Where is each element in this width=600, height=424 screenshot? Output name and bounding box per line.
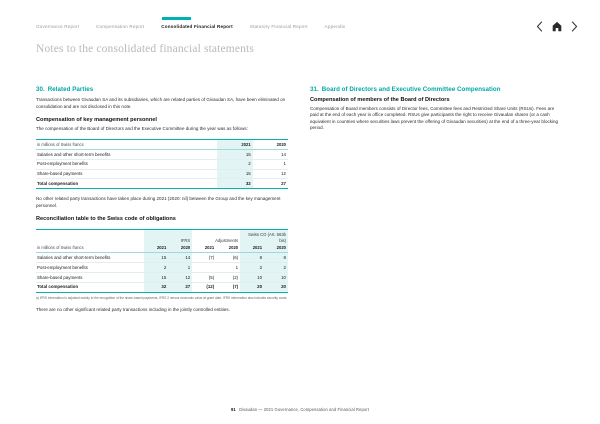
table2-total-row (36, 282, 288, 292)
table2-row0-c5: 8 (264, 253, 288, 263)
table2-col-ifrs-2021: 2021 (144, 244, 168, 253)
table1-total-2021: 32 (217, 179, 252, 189)
table2-group-ifrs: IFRS (144, 230, 192, 244)
section-30-number: 30. (36, 86, 45, 93)
home-icon[interactable] (552, 21, 562, 32)
section-31-title: Board of Directors and Executive Committee Compensation (321, 86, 501, 93)
reconciliation-table-footnote: a) IFRS information is adjusted mainly to the recognition of the share-based payments, IFRS 2 versus economic value at grant date. IFRS information also includes security costs. (36, 295, 288, 300)
reconciliation-table-heading: Reconciliation table to the Swiss code of obligations (36, 216, 176, 223)
table1-total-label: Total compensation (36, 179, 217, 189)
table1-row2-label: Share-based payments (36, 169, 217, 179)
table2-row0-c3: (6) (216, 253, 240, 263)
table2-group-adjustments: Adjustments (192, 230, 240, 244)
right-column (310, 86, 562, 316)
closing-note: There are no other significant related party transactions including in the jointly controlled entities. (36, 306, 230, 312)
table2-col-adj-2020: 2020 (216, 244, 240, 253)
table2-row0-c1: 14 (168, 253, 192, 263)
table2-total-c3: (7) (216, 282, 240, 292)
table1-row2-2021: 15 (217, 169, 252, 179)
table2-row0-label: Salaries and other short-term benefits (36, 253, 144, 263)
table2-row2-c5: 10 (264, 273, 288, 283)
table2-col-co-2021: 2021 (240, 244, 264, 253)
board-compensation-text: Compensation of Board members consists of Director fees, Committee fees and Restricted Share Units (RSUs). Fees are paid at the end of each year in office completed. RSUs give participants the right to receive Givaudan shares (or a cash equivalent in countries where securities laws prevent the offering of Givaudan securities) at the end of a three-year blocking period. (310, 105, 559, 131)
table1-row0-2020: 14 (253, 150, 288, 160)
board-compensation-heading: Compensation of members of the Board of Directors (310, 97, 450, 103)
table2-row0-c2: (7) (192, 253, 216, 263)
table2-row2-label: Share-based payments (36, 273, 144, 283)
key-management-compensation-heading: Compensation of key management personnel (36, 117, 157, 124)
footer-text: Givaudan — 2021 Governance, Compensation and Financial Report (238, 407, 369, 412)
table-row (36, 169, 288, 179)
table2-col-adj-2021: 2021 (192, 244, 216, 253)
document-tabs (36, 17, 536, 38)
key-management-compensation-text: The compensation of the Board of Directors and the Executive Committee during the year was as follows: (36, 125, 248, 131)
table2-row1-c4: 2 (240, 263, 264, 273)
table2-row1-label: Post-employment benefits (36, 263, 144, 273)
table2-unit-label: in millions of Swiss francs (36, 244, 144, 253)
table-row (36, 159, 288, 169)
table1-total-row (36, 179, 288, 189)
section-31-number: 31. (310, 86, 319, 93)
table1-row1-2020: 1 (253, 159, 288, 169)
tab-statutory-financial-report[interactable]: Statutory Financial Report (249, 24, 308, 29)
table2-row2-c4: 10 (240, 273, 264, 283)
section-30-heading (36, 86, 288, 93)
table2-group-spacer (36, 230, 144, 244)
table-row (36, 253, 288, 263)
table-header-row (36, 140, 288, 150)
table2-row2-c1: 12 (168, 273, 192, 283)
table1-row1-label: Post-employment benefits (36, 159, 217, 169)
table1-col-2021: 2021 (217, 140, 252, 150)
table2-row0-c4: 8 (240, 253, 264, 263)
table2-header-row (36, 244, 288, 253)
note-after-table-1: No other related party transactions have taken place during 2021 (2020: nil) between the Group and the key management personnel. (36, 196, 281, 208)
table2-row0-c0: 15 (144, 253, 168, 263)
table1-row2-2020: 12 (253, 169, 288, 179)
chevron-left-icon[interactable] (536, 21, 543, 32)
table2-row2-c0: 15 (144, 273, 168, 283)
table2-total-c4: 20 (240, 282, 264, 292)
table2-total-c5: 20 (264, 282, 288, 292)
content-columns (36, 86, 566, 316)
key-management-compensation-table (36, 139, 288, 189)
table2-row2-c3: (2) (216, 273, 240, 283)
table2-row1-c3: 1 (216, 263, 240, 273)
section-30-intro-text: Transactions between Givaudan SA and its subsidiaries, which are related parties of Givaudan SA, have been eliminated on consolidation and are not disclosed in this note. (36, 97, 286, 109)
table2-total-c0: 32 (144, 282, 168, 292)
table-row (36, 150, 288, 160)
table1-total-2020: 27 (253, 179, 288, 189)
tab-appendix[interactable]: Appendix (324, 24, 346, 29)
table2-row1-c5: 2 (264, 263, 288, 273)
navigation-controls (536, 21, 578, 38)
table2-total-c2: (12) (192, 282, 216, 292)
table2-total-label: Total compensation (36, 282, 144, 292)
tab-compensation-report[interactable]: Compensation Report (96, 24, 145, 29)
page-footer (0, 407, 600, 412)
footer-page-number: 91 (231, 407, 236, 412)
table2-group-header-row (36, 230, 288, 244)
left-column (36, 86, 288, 316)
page-title: Notes to the consolidated financial statements (36, 43, 254, 55)
table1-row0-2021: 15 (217, 150, 252, 160)
table2-group-swiss-co: Swiss CO (Art. 663b bis) (240, 230, 288, 244)
table2-col-ifrs-2020: 2020 (168, 244, 192, 253)
table1-row1-2021: 2 (217, 159, 252, 169)
table2-row1-c2 (192, 263, 216, 273)
reconciliation-table (36, 229, 288, 292)
table1-row0-label: Salaries and other short-term benefits (36, 150, 217, 160)
table2-row2-c2: (5) (192, 273, 216, 283)
tab-governance-report[interactable]: Governance Report (36, 24, 80, 29)
top-navigation-bar (0, 0, 600, 38)
table-row (36, 263, 288, 273)
tab-consolidated-financial-report[interactable]: Consolidated Financial Report (161, 17, 233, 30)
table2-row1-c1: 1 (168, 263, 192, 273)
table-row (36, 273, 288, 283)
table2-row1-c0: 2 (144, 263, 168, 273)
table2-total-c1: 27 (168, 282, 192, 292)
table1-col-2020: 2020 (253, 140, 288, 150)
chevron-right-icon[interactable] (571, 21, 578, 32)
section-31-heading (310, 86, 562, 93)
table2-col-co-2020: 2020 (264, 244, 288, 253)
section-30-title: Related Parties (47, 86, 94, 93)
table1-unit-label: in millions of Swiss francs (36, 140, 217, 150)
